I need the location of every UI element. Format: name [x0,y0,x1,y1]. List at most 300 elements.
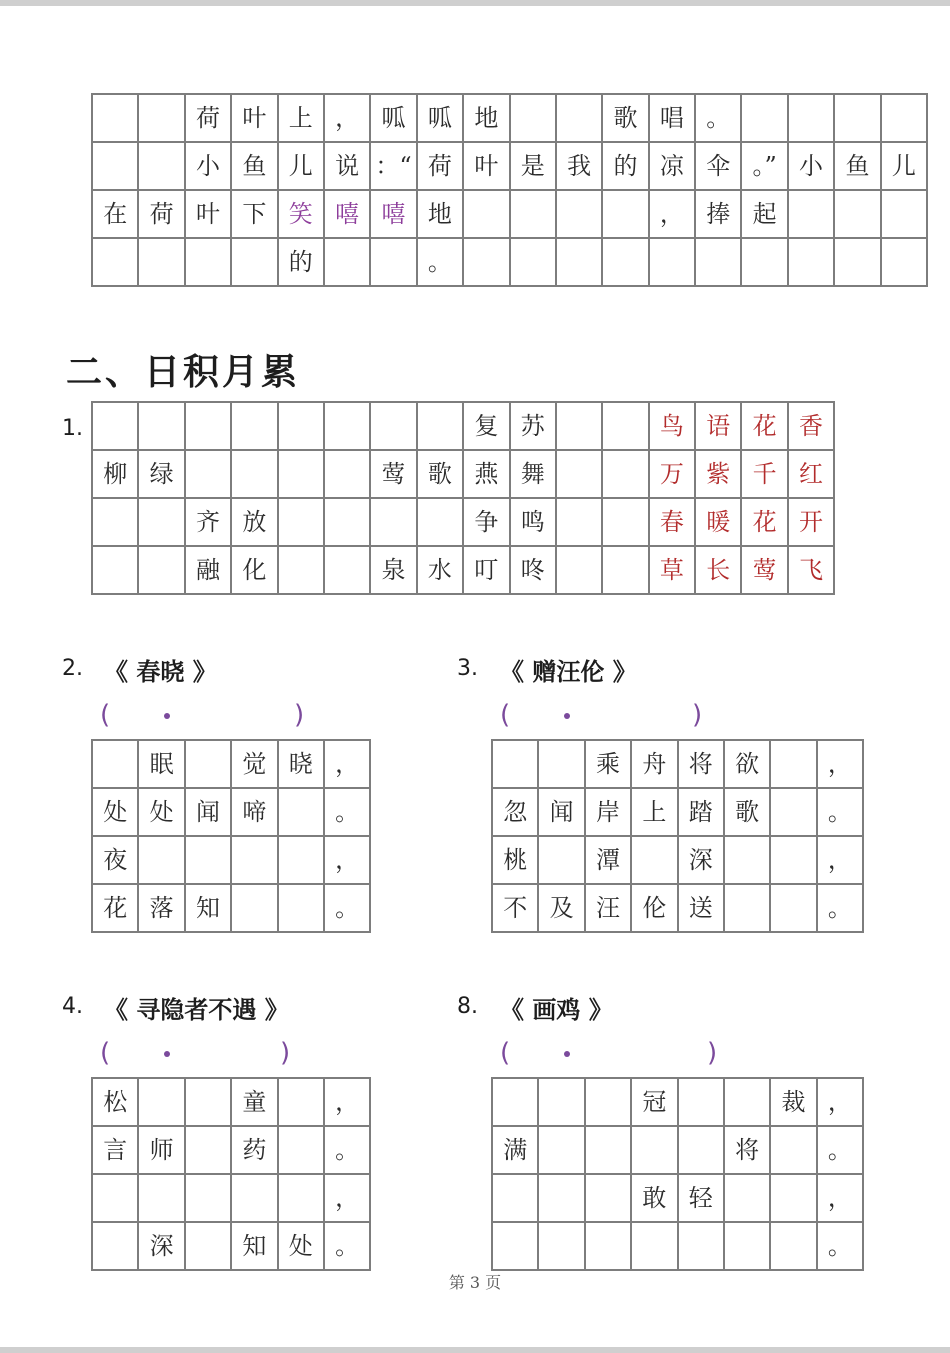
grid-cell: 呱 [417,94,463,142]
grid-row [92,1174,370,1222]
grid-cell: 桃 [492,836,538,884]
grid-row [492,884,863,932]
grid-cell [538,740,584,788]
writing-grid-poem-8 [491,1077,864,1271]
grid-row [492,1078,863,1126]
question-number-8: 8. [457,994,478,1019]
grid-cell [724,1078,770,1126]
grid-cell: 燕 [463,450,509,498]
grid-cell: 敢 [631,1174,677,1222]
grid-cell [324,450,370,498]
grid-cell: 是 [510,142,556,190]
grid-cell: 将 [678,740,724,788]
grid-cell [185,1078,231,1126]
grid-cell: 下 [231,190,277,238]
grid-cell [770,740,816,788]
grid-row [92,1126,370,1174]
grid-cell [185,1126,231,1174]
grid-cell [92,498,138,546]
grid-cell: 夜 [92,836,138,884]
grid-cell: 晓 [278,740,324,788]
grid-cell [602,238,648,286]
grid-cell [92,740,138,788]
grid-cell: 闻 [185,788,231,836]
grid-cell [631,1126,677,1174]
grid-cell: 叶 [231,94,277,142]
grid-cell: 汪 [585,884,631,932]
grid-cell [231,836,277,884]
writing-grid-passage [91,93,928,287]
grid-cell [538,1126,584,1174]
grid-cell: 欲 [724,740,770,788]
grid-row [492,788,863,836]
grid-cell [788,94,834,142]
grid-cell [278,788,324,836]
grid-cell: 叮 [463,546,509,594]
paren-left-4: ( [100,1038,111,1068]
grid-cell: 的 [602,142,648,190]
grid-cell [324,238,370,286]
grid-cell: 师 [138,1126,184,1174]
grid-cell: 伞 [695,142,741,190]
grid-cell [138,238,184,286]
grid-cell [185,238,231,286]
paren-left-3: ( [500,700,511,730]
grid-cell: 化 [231,546,277,594]
poem-title-2: 《 春晓 》 [104,657,217,686]
grid-cell [278,836,324,884]
grid-cell: 上 [278,94,324,142]
grid-cell: 莺 [741,546,787,594]
grid-cell [492,1174,538,1222]
grid-cell [138,94,184,142]
grid-cell [834,190,880,238]
grid-cell: ， [324,740,370,788]
grid-cell: 苏 [510,402,556,450]
grid-cell: 上 [631,788,677,836]
grid-cell [185,836,231,884]
grid-cell [881,94,927,142]
grid-cell: 处 [278,1222,324,1270]
grid-cell [741,238,787,286]
grid-cell: 争 [463,498,509,546]
poem-title-8: 《 画鸡 》 [500,995,613,1024]
grid-row [492,1222,863,1270]
grid-cell [724,1222,770,1270]
grid-cell: 知 [231,1222,277,1270]
grid-cell: 融 [185,546,231,594]
grid-cell [370,238,416,286]
grid-cell [138,402,184,450]
grid-row [92,94,927,142]
grid-cell: 水 [417,546,463,594]
grid-cell: 荷 [138,190,184,238]
grid-cell: 暖 [695,498,741,546]
grid-cell [492,740,538,788]
grid-cell: 齐 [185,498,231,546]
grid-cell [185,740,231,788]
grid-cell [370,498,416,546]
grid-cell: 莺 [370,450,416,498]
grid-cell: 鱼 [231,142,277,190]
grid-cell [278,1126,324,1174]
grid-cell [631,836,677,884]
grid-cell [649,238,695,286]
grid-cell: 歌 [417,450,463,498]
grid-cell [138,498,184,546]
grid-cell: 将 [724,1126,770,1174]
grid-cell: 伦 [631,884,677,932]
grid-cell: ， [817,836,863,884]
grid-cell [231,1174,277,1222]
grid-cell [92,546,138,594]
grid-cell: 冠 [631,1078,677,1126]
grid-cell: 千 [741,450,787,498]
grid-cell: 荷 [185,94,231,142]
grid-cell: 童 [231,1078,277,1126]
grid-cell [834,238,880,286]
grid-cell: 乘 [585,740,631,788]
grid-cell: ， [817,1174,863,1222]
grid-cell [631,1222,677,1270]
grid-cell: 放 [231,498,277,546]
grid-row [92,884,370,932]
grid-cell [770,1174,816,1222]
grid-cell: ：“ [370,142,416,190]
grid-cell [585,1126,631,1174]
dot-marker-8 [564,1051,570,1057]
grid-cell: 绿 [138,450,184,498]
grid-cell [770,1126,816,1174]
grid-cell: 地 [463,94,509,142]
grid-cell: ， [649,190,695,238]
grid-cell: 在 [92,190,138,238]
grid-cell: 处 [92,788,138,836]
grid-cell: 。 [817,788,863,836]
poem-title-4: 《 寻隐者不遇 》 [104,995,289,1024]
grid-cell: 及 [538,884,584,932]
grid-cell [556,238,602,286]
grid-cell: 小 [185,142,231,190]
grid-cell: 叶 [185,190,231,238]
grid-cell: 儿 [278,142,324,190]
grid-cell [510,238,556,286]
grid-cell [278,498,324,546]
grid-cell: 鱼 [834,142,880,190]
grid-cell [185,1174,231,1222]
grid-row [92,190,927,238]
grid-cell: 语 [695,402,741,450]
grid-cell [92,94,138,142]
grid-cell [278,546,324,594]
grid-cell: 开 [788,498,834,546]
grid-cell: 。 [417,238,463,286]
grid-cell: 轻 [678,1174,724,1222]
page-number: 第 3 页 [448,1273,502,1292]
grid-cell [602,190,648,238]
grid-cell: 嘻 [370,190,416,238]
grid-cell: 鸣 [510,498,556,546]
grid-cell: 。 [817,1126,863,1174]
grid-cell [724,836,770,884]
dot-marker-3 [564,713,570,719]
grid-cell: 长 [695,546,741,594]
writing-grid-idioms [91,401,835,595]
grid-cell: 的 [278,238,324,286]
grid-cell [185,1222,231,1270]
grid-cell [788,238,834,286]
dot-marker-2 [164,713,170,719]
grid-cell: 。” [741,142,787,190]
grid-cell: 小 [788,142,834,190]
grid-cell: ， [324,1078,370,1126]
question-number-1: 1. [62,416,83,441]
grid-cell [185,450,231,498]
writing-grid-poem-2 [91,739,371,933]
paren-right-3: ) [692,700,703,730]
grid-row [92,142,927,190]
grid-cell [492,1078,538,1126]
grid-cell: 紫 [695,450,741,498]
grid-cell: 花 [741,498,787,546]
grid-row [92,238,927,286]
grid-cell: 不 [492,884,538,932]
grid-row [492,1174,863,1222]
grid-cell: 荷 [417,142,463,190]
grid-row [92,836,370,884]
poem-title-3: 《 赠汪伦 》 [500,657,637,686]
grid-cell [556,450,602,498]
grid-cell: 说 [324,142,370,190]
grid-cell [602,546,648,594]
grid-cell [417,498,463,546]
grid-cell [92,402,138,450]
grid-cell: ， [324,1174,370,1222]
question-number-4: 4. [62,994,83,1019]
grid-cell [92,142,138,190]
grid-cell [278,450,324,498]
question-number-2: 2. [62,656,83,681]
grid-cell: 香 [788,402,834,450]
grid-cell [510,190,556,238]
top-edge [0,0,950,6]
grid-cell: 满 [492,1126,538,1174]
grid-cell: 地 [417,190,463,238]
grid-cell [510,94,556,142]
grid-row [92,402,834,450]
grid-cell [538,1222,584,1270]
grid-cell: 深 [138,1222,184,1270]
grid-row [92,450,834,498]
grid-cell: 捧 [695,190,741,238]
dot-marker-4 [164,1051,170,1057]
grid-cell [585,1078,631,1126]
grid-cell [278,884,324,932]
grid-cell [678,1222,724,1270]
grid-row [92,740,370,788]
grid-cell: 。 [324,1222,370,1270]
grid-cell: 落 [138,884,184,932]
grid-cell [556,546,602,594]
grid-cell: 飞 [788,546,834,594]
grid-row [92,498,834,546]
grid-cell [724,1174,770,1222]
grid-cell [138,1078,184,1126]
grid-row [92,1222,370,1270]
grid-cell [138,1174,184,1222]
grid-cell [695,238,741,286]
grid-cell [278,1078,324,1126]
grid-cell: ， [324,836,370,884]
grid-row [92,1078,370,1126]
grid-cell [556,498,602,546]
grid-cell [538,836,584,884]
grid-cell [678,1078,724,1126]
grid-cell [463,238,509,286]
grid-row [492,740,863,788]
grid-cell [231,402,277,450]
grid-cell: 嘻 [324,190,370,238]
grid-cell: 起 [741,190,787,238]
grid-cell: 万 [649,450,695,498]
grid-cell: 踏 [678,788,724,836]
grid-cell: 歌 [724,788,770,836]
paren-right-2: ) [294,700,305,730]
grid-cell: 岸 [585,788,631,836]
grid-cell [324,498,370,546]
grid-cell: 咚 [510,546,556,594]
grid-cell [770,1222,816,1270]
grid-cell: 觉 [231,740,277,788]
writing-grid-poem-3 [491,739,864,933]
grid-cell: 眠 [138,740,184,788]
grid-cell [788,190,834,238]
grid-row [492,1126,863,1174]
paren-left-8: ( [500,1038,511,1068]
grid-cell: 呱 [370,94,416,142]
grid-row [92,546,834,594]
grid-cell [602,402,648,450]
grid-cell [324,402,370,450]
grid-cell: 春 [649,498,695,546]
grid-cell: ， [817,1078,863,1126]
grid-cell: 花 [741,402,787,450]
grid-cell: 言 [92,1126,138,1174]
paren-left-2: ( [100,700,111,730]
grid-cell [585,1174,631,1222]
grid-cell: 啼 [231,788,277,836]
grid-cell [92,238,138,286]
grid-cell [881,238,927,286]
grid-cell [370,402,416,450]
grid-cell: 舞 [510,450,556,498]
grid-cell: 潭 [585,836,631,884]
question-number-3: 3. [457,656,478,681]
grid-cell: 药 [231,1126,277,1174]
grid-cell [138,142,184,190]
grid-cell [463,190,509,238]
grid-cell: 忽 [492,788,538,836]
grid-cell: 叶 [463,142,509,190]
bottom-edge [0,1347,950,1353]
grid-cell: 柳 [92,450,138,498]
grid-cell: 闻 [538,788,584,836]
grid-row [92,788,370,836]
grid-cell [602,498,648,546]
paren-right-8: ) [707,1038,718,1068]
grid-cell [881,190,927,238]
grid-row [492,836,863,884]
grid-cell: ， [817,740,863,788]
grid-cell [724,884,770,932]
grid-cell [538,1078,584,1126]
grid-cell [324,546,370,594]
grid-cell [602,450,648,498]
grid-cell [770,884,816,932]
grid-cell: 。 [324,1126,370,1174]
grid-cell: 花 [92,884,138,932]
grid-cell [138,546,184,594]
grid-cell: 唱 [649,94,695,142]
grid-cell [770,788,816,836]
grid-cell [538,1174,584,1222]
grid-cell [678,1126,724,1174]
grid-cell: ， [324,94,370,142]
grid-cell [741,94,787,142]
grid-cell [231,450,277,498]
grid-cell: 儿 [881,142,927,190]
grid-cell: 松 [92,1078,138,1126]
grid-cell [585,1222,631,1270]
section-title: 二、日积月累 [66,351,301,393]
grid-cell [417,402,463,450]
grid-cell: 。 [817,884,863,932]
grid-cell [556,94,602,142]
grid-cell [185,402,231,450]
grid-cell: 草 [649,546,695,594]
paren-right-4: ) [280,1038,291,1068]
grid-cell [138,836,184,884]
grid-cell [92,1222,138,1270]
grid-cell [492,1222,538,1270]
grid-cell [231,884,277,932]
grid-cell: 泉 [370,546,416,594]
grid-cell: 知 [185,884,231,932]
grid-cell: 处 [138,788,184,836]
grid-cell: 凉 [649,142,695,190]
grid-cell: 。 [324,788,370,836]
grid-cell: 。 [695,94,741,142]
grid-cell [556,402,602,450]
writing-grid-poem-4 [91,1077,371,1271]
grid-cell [834,94,880,142]
grid-cell: 红 [788,450,834,498]
grid-cell [278,1174,324,1222]
grid-cell: 复 [463,402,509,450]
grid-cell: 送 [678,884,724,932]
grid-cell: 歌 [602,94,648,142]
grid-cell [231,238,277,286]
grid-cell: 。 [324,884,370,932]
grid-cell [556,190,602,238]
grid-cell: 舟 [631,740,677,788]
grid-cell: 裁 [770,1078,816,1126]
grid-cell: 。 [817,1222,863,1270]
grid-cell: 深 [678,836,724,884]
grid-cell: 我 [556,142,602,190]
grid-cell: 笑 [278,190,324,238]
grid-cell [770,836,816,884]
